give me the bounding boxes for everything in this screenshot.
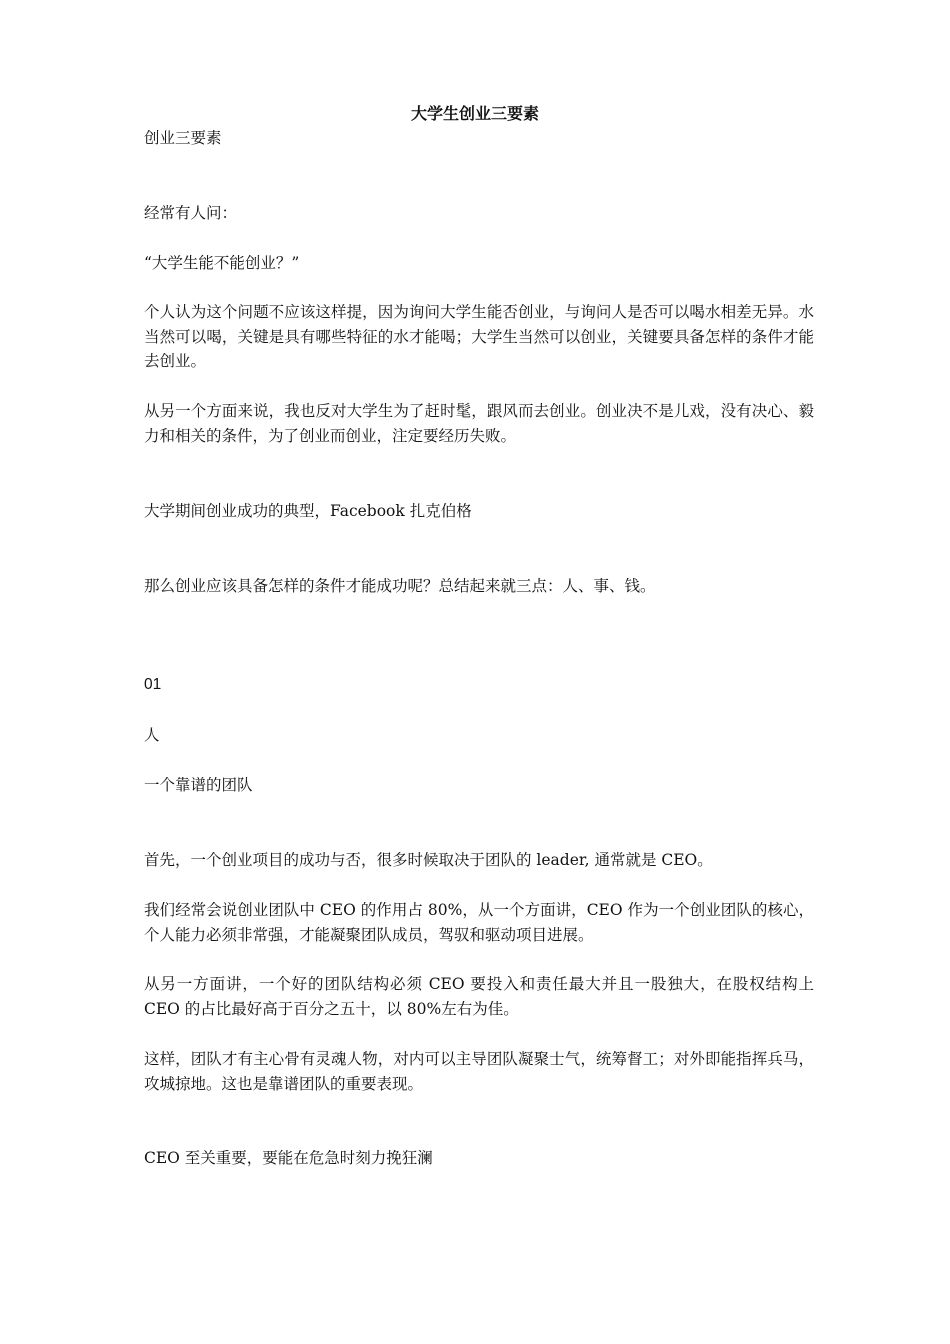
paragraph: 我们经常会说创业团队中 CEO 的作用占 80%，从一个方面讲，CEO 作为一个创业团队的核心，个人能力必须非常强，才能凝聚团队成员，驾驭和驱动项目进展。 — [144, 901, 814, 944]
section-subheading: 一个靠谱的团队 — [144, 776, 253, 794]
paragraph: 这样，团队才有主心骨有灵魂人物，对内可以主导团队凝聚士气，统筹督工；对外即能指挥兵马，攻城掠地。这也是靠谱团队的重要表现。 — [144, 1050, 814, 1093]
quote-paragraph: “大学生能不能创业？” — [144, 254, 300, 272]
paragraph: 个人认为这个问题不应该这样提，因为询问大学生能否创业，与询问人是否可以喝水相差无异。水当然可以喝，关键是具有哪些特征的水才能喝；大学生当然可以创业，关键要具备怎样的条件才能去创业。 — [144, 303, 814, 370]
paragraph: 经常有人问： — [144, 204, 238, 222]
paragraph: 首先，一个创业项目的成功与否，很多时候取决于团队的 leader, 通常就是 CEO。 — [144, 851, 713, 869]
caption-paragraph: 大学期间创业成功的典型，Facebook 扎克伯格 — [144, 502, 472, 520]
paragraph: 那么创业应该具备怎样的条件才能成功呢？总结起来就三点：人、事、钱。 — [144, 577, 656, 595]
document-title: 大学生创业三要素 — [410, 104, 539, 123]
section-number: 01 — [144, 676, 162, 693]
paragraph: 从另一个方面来说，我也反对大学生为了赶时髦，跟风而去创业。创业决不是儿戏，没有决心、毅力和相关的条件，为了创业而创业，注定要经历失败。 — [144, 402, 814, 445]
paragraph: 从另一方面讲，一个好的团队结构必须 CEO 要投入和责任最大并且一股独大，在股权结构上 CEO 的占比最好高于百分之五十，以 80%左右为佳。 — [144, 975, 814, 1018]
section-heading: 人 — [144, 726, 160, 744]
caption-paragraph: CEO 至关重要，要能在危急时刻力挽狂澜 — [144, 1149, 433, 1167]
subtitle-paragraph: 创业三要素 — [144, 129, 222, 147]
